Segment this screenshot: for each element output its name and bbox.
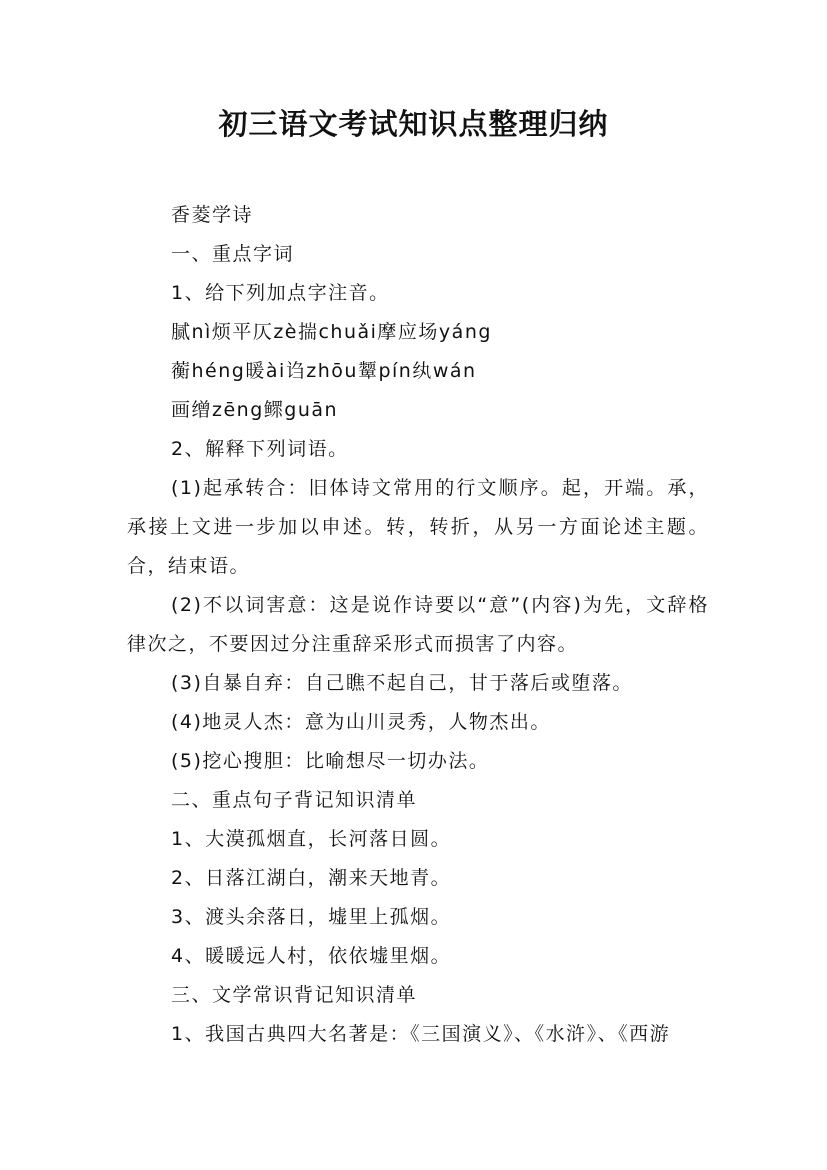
document-title: 初三语文考试知识点整理归纳: [218, 107, 609, 141]
paragraph: (4)地灵人杰：意为山川灵秀，人物杰出。: [171, 711, 551, 733]
paragraph: (5)挖心搜胆：比喻想尽一切办法。: [171, 750, 490, 772]
paragraph: (1)起承转合：旧体诗文常用的行文顺序。起，开端。承，承接上文进一步加以申述。转，转折，从另一方面论述主题。合，结束语。: [127, 477, 709, 577]
paragraph: 2、日落江湖白，潮来天地青。: [171, 867, 452, 889]
section-heading: 二、重点句子背记知识清单: [171, 789, 418, 811]
document-body: [127, 196, 709, 1054]
section-heading: 一、重点字词: [171, 243, 295, 265]
paragraph: 画缯zēng鳏guān: [171, 399, 339, 421]
paragraph: 2、解释下列词语。: [171, 438, 349, 460]
section-heading: 三、文学常识背记知识清单: [171, 984, 418, 1006]
paragraph: (2)不以词害意：这是说作诗要以“意”(内容)为先，文辞格律次之，不要因过分注重辞采形式而损害了内容。: [127, 594, 709, 655]
paragraph: 4、暖暖远人村，依依墟里烟。: [171, 945, 452, 967]
paragraph: 1、给下列加点字注音。: [171, 282, 390, 304]
paragraph: 3、渡头余落日，墟里上孤烟。: [171, 906, 452, 928]
paragraph: 蘅héng暖ài诌zhōu颦pín纨wán: [171, 360, 477, 382]
paragraph: (3)自暴自弃：自己瞧不起自己，甘于落后或堕落。: [171, 672, 633, 694]
paragraph: 1、我国古典四大名著是：《三国演义》、《水浒》、《西游: [171, 1023, 671, 1045]
paragraph: 1、大漠孤烟直，长河落日圆。: [171, 828, 452, 850]
paragraph: 腻nì烦平仄zè揣chuǎi摩应场yáng: [171, 321, 492, 343]
paragraph: 香菱学诗: [171, 204, 254, 226]
